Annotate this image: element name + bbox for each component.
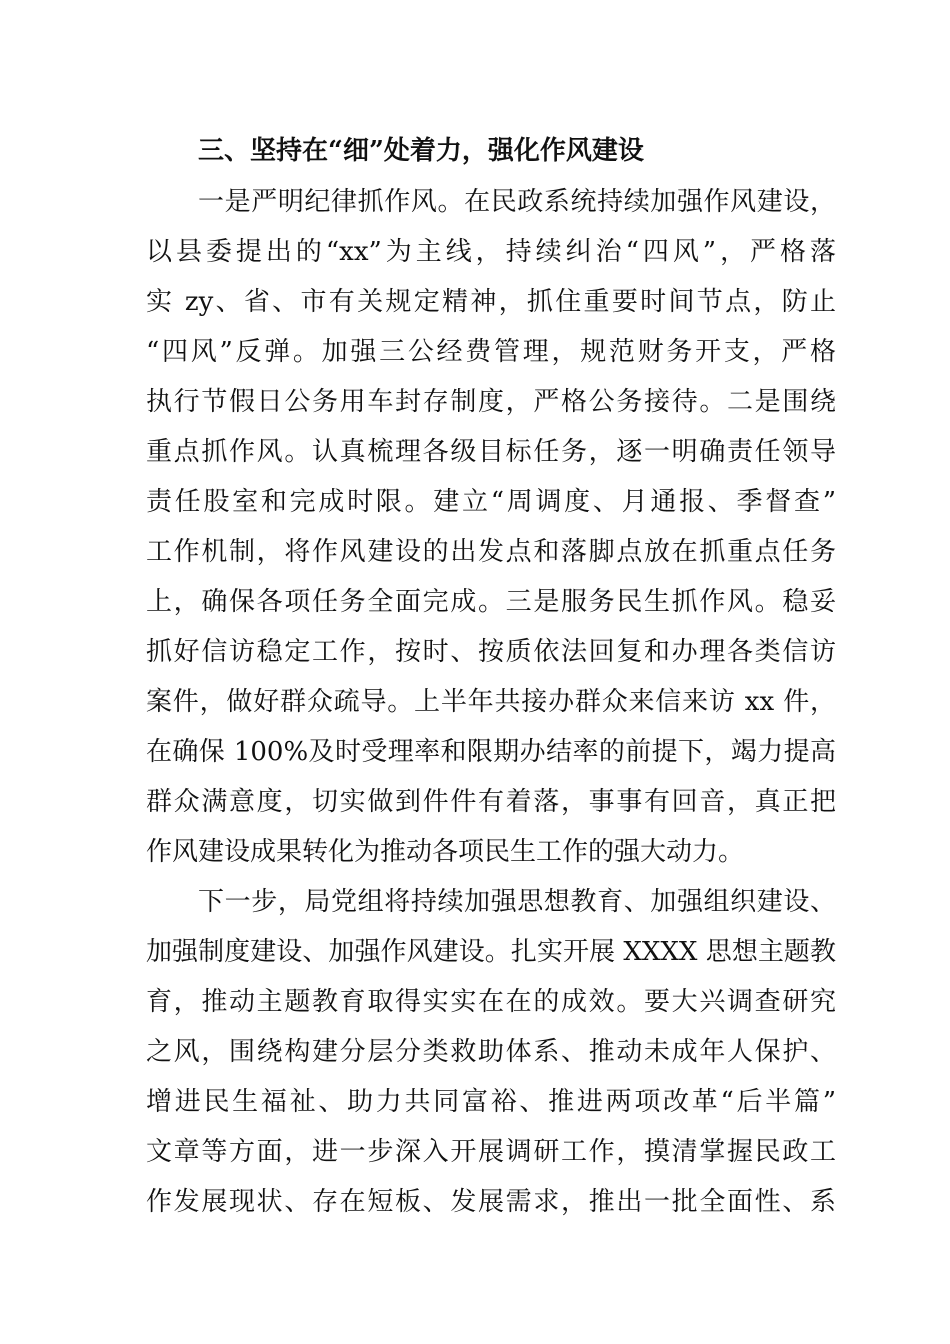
paragraph-1-line: 工作机制，将作风建设的出发点和落脚点放在抓重点任务 (146, 537, 836, 567)
paragraph-1-line: 责任股室和完成时限。建立“周调度、月通报、季督查” (146, 487, 836, 517)
paragraph-1-line: 案件，做好群众疏导。上半年共接办群众来信来访 xx 件， (146, 687, 836, 717)
paragraph-1-line: 一是严明纪律抓作风。在民政系统持续加强作风建设， (198, 187, 836, 217)
paragraph-2-line: 下一步，局党组将持续加强思想教育、加强组织建设、 (198, 887, 836, 917)
paragraph-2-line: 文章等方面，进一步深入开展调研工作，摸清掌握民政工 (146, 1137, 836, 1167)
paragraph-1-line: 实 zy、省、市有关规定精神，抓住重要时间节点，防止 (146, 287, 836, 317)
paragraph-2-line: 之风，围绕构建分层分类救助体系、推动未成年人保护、 (146, 1037, 836, 1067)
paragraph-1-line: “四风”反弹。加强三公经费管理，规范财务开支，严格 (146, 337, 836, 367)
paragraph-2-line: 育，推动主题教育取得实实在在的成效。要大兴调查研究 (146, 987, 836, 1017)
paragraph-1-line: 作风建设成果转化为推动各项民生工作的强大动力。 (146, 837, 745, 867)
paragraph-1-line: 以县委提出的“xx”为主线，持续纠治“四风”，严格落 (146, 237, 836, 267)
section-heading: 三、坚持在“细”处着力，强化作风建设 (198, 136, 644, 166)
paragraph-2-line: 加强制度建设、加强作风建设。扎实开展 XXXX 思想主题教 (146, 937, 836, 967)
paragraph-2-line: 增进民生福祉、助力共同富裕、推进两项改革“后半篇” (146, 1087, 836, 1117)
paragraph-1-line: 重点抓作风。认真梳理各级目标任务，逐一明确责任领导 (146, 437, 836, 467)
paragraph-1-line: 上，确保各项任务全面完成。三是服务民生抓作风。稳妥 (146, 587, 836, 617)
paragraph-1-line: 执行节假日公务用车封存制度，严格公务接待。二是围绕 (146, 387, 836, 417)
paragraph-1-line: 在确保 100%及时受理率和限期办结率的前提下，竭力提高 (146, 737, 836, 767)
paragraph-1-line: 群众满意度，切实做到件件有着落，事事有回音，真正把 (146, 787, 836, 817)
paragraph-1-line: 抓好信访稳定工作，按时、按质依法回复和办理各类信访 (146, 637, 836, 667)
paragraph-2-line: 作发展现状、存在短板、发展需求，推出一批全面性、系 (146, 1187, 836, 1217)
